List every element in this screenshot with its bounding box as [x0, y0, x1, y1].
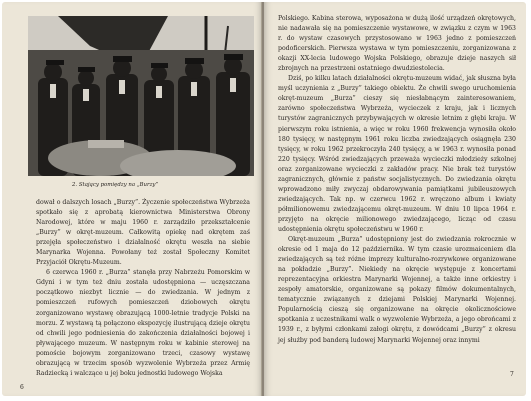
- paragraph: dował o dalszych losach „Burzy”. Życzenie społeczeństwa Wybrzeża spotkało się z aprobatą kierownictwa Ministerstwa Obrony Narodowej, które w maju 1960 r. zarządziło przekształcenie „Burzy” w okręt-muzeum. Całkowitą opiekę nad okrętem zaś przejęła społeczeństwo i działalność okrętu weszła na siebie Marynarka Wojenna. Powołany też został Społeczny Komitet Przyjaciół Okrętu-Muzeum.: [36, 199, 250, 267]
- photo-illustration: [28, 16, 254, 176]
- paragraph: Okręt-muzeum „Burza” udostępniony jest do zwiedzania rokrocznie w okresie od 1 maja do 12 października. W tym czasie urozmaiceniem dla zwiedzających są też różne imprezy kulturalno-rozrywkowe organizowane na pokładzie „Burzy”. Niekiedy na okręcie występuje z koncertami reprezentacyjna orkiestra Marynarki Wojennej, a także inne orkiestry i zespoły amatorskie, organizowane są pokazy filmów dokumentalnych, tematycznie związanych z dziejami Polskiej Marynarki Wojennej. Popularnością cieszą się organizowane na okręcie okolicznościowe spotkania z uczestnikami walk o wyzwolenie Wybrzeża, a jego obrońcami z 1939 r., z byłymi członkami załogi okrętu, z dowódcami „Burzy” z okresu jej służby pod banderą ludowej Marynarki Wojennej oraz innymi: [278, 236, 516, 344]
- paragraph: 6 czerwca 1960 r. „Burza” stanęła przy Nabrzeżu Pomorskim w Gdyni i w tym też dniu została udostępniona — uczęszczana początkowo niezbyt licznie — do zwiedzania. W jednym z pomieszczeń rufowych pomieszczeń dziobowych okrętu zorganizowano wystawę obrazującą 1000-letnie tradycje Polski na morzu. Z wystawą tą połączono ekspozycję ilustrującą dzieje okrętu od chwili jego podniesienia do zakończenia działalności bojowej i pływającego muzeum. W następnym roku w kabinie sterowej na pomoście bojowym zorganizowano trzeci, czasowy wystawę obrazującą w trzecim sposób wyzwolenie Wybrzeża przez Armię Radziecką i walczące u jej boku jednostki ludowego Wojska: [36, 269, 250, 377]
- photo-caption: 2. Stający pomiędzy na „Burzy”: [72, 182, 159, 188]
- left-page: [2, 2, 262, 396]
- paragraph: Dziś, po kilku latach działalności okrętu-muzeum widać, jak słuszna była myśl uczynienia z „Burzy” takiego obiektu. Że chwili swego uruchomienia okręt-muzeum „Burza” cieszy się niesłabnącym zainteresowaniem, zarówno społeczeństwa Wybrzeża, wycieczek z kraju, jak i licznych turystów zagranicznych przybywających w okresie letnim z głębi kraju. W pierwszym roku istnienia, a więc w roku 1960 frekwencja wynosiła około 180 tysięcy, w następnym 1961 roku liczba zwiedzających osiągnęła 230 tysięcy, w roku 1962 przekroczyła 240 tysięcy, a w 1963 r. wynosiła ponad 220 tysięcy. Wśród zwiedzających przeważa wycieczki młodzieży szkolnej oraz zorganizowane wycieczki z zakładów pracy. Nie brak też turystów zagranicznych, głównie z państw socjalistycznych. Do zwiedzania okrętu wprowadzono miły zwyczaj obdarowywania pamiątkami jubileuszowych zwiedzających. Tak np. w czerwcu 1962 r. wręczono album i kwiaty półmilionowemu zwiedzającemu okręt-muzeum. W dniu 10 lipca 1964 r. przyjęto na okręcie milionowego zwiedzającego, licząc od czasu udostępnienia okrętu społeczeństwu w 1960 r.: [278, 75, 516, 233]
- right-page: [264, 2, 526, 396]
- left-page-text: [36, 198, 250, 379]
- photograph: [28, 16, 254, 176]
- right-page-text: [278, 14, 516, 346]
- page-number: 7: [510, 371, 514, 378]
- page-number: 6: [20, 384, 24, 391]
- paragraph: Polskiego. Kabina sterowa, wyposażona w dużą ilość urządzeń okrętowych, nie nadawała się na pomieszczenie wystawowe, w związku z czym w 1963 r. do wystaw czasowych przystosowano w 1963 jedno z pomieszczeń podoficerskich. Pierwsza wystawa w tym pomieszczeniu, zorganizowana z okazji XX-lecia ludowego Wojska Polskiego, obrazuje dzieje naszych sił zbrojnych na przestrzeni ostatniego dwudziestolecia.: [278, 15, 516, 73]
